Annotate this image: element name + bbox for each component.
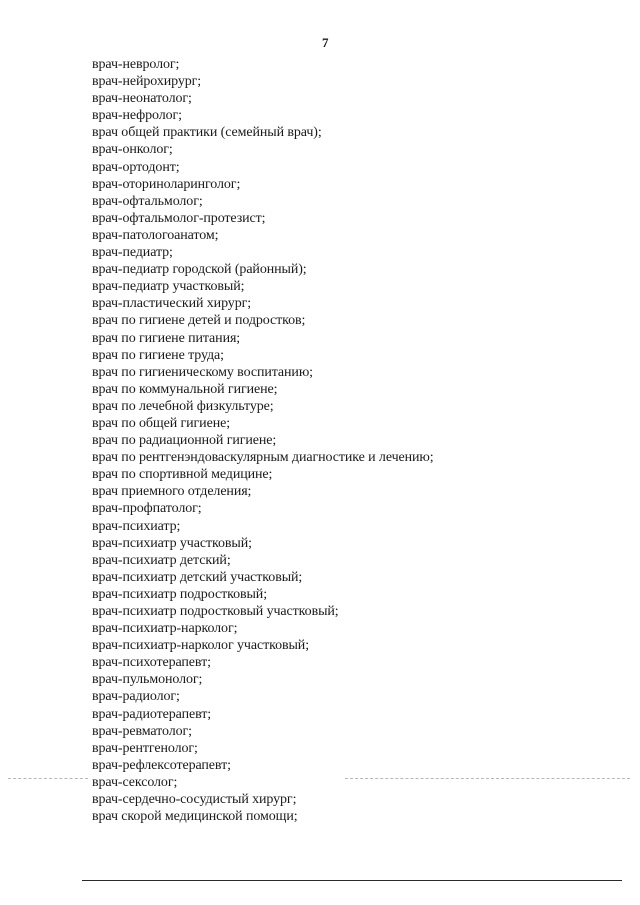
list-item: врач-нейрохирург; (92, 74, 202, 90)
list-item: врач-пластический хирург; (92, 296, 252, 312)
list-item: врач-психиатр участковый; (92, 535, 252, 551)
list-item: врач скорой медицинской помощи; (92, 809, 298, 825)
list-item: врач-радиотерапевт; (92, 706, 212, 722)
list-item: врач по лечебной физкультуре; (92, 398, 274, 414)
specialty-list (92, 56, 434, 825)
list-item: врач-ортодонт; (92, 159, 180, 175)
list-item: врач по гигиене детей и подростков; (92, 313, 306, 329)
list-item: врач-рефлексотерапевт; (92, 757, 231, 773)
list-item: врач по радиационной гигиене; (92, 433, 277, 449)
list-item: врач-сексолог; (92, 774, 178, 790)
list-item: врач-психиатр детский; (92, 552, 231, 568)
list-item: врач-оториноларинголог; (92, 176, 241, 192)
list-item: врач-психиатр-нарколог участковый; (92, 638, 309, 654)
page-number: 7 (322, 35, 329, 50)
list-item: врач по рентгенэндоваскулярным диагностике и лечению; (92, 450, 434, 466)
list-item: врач-неонатолог; (92, 91, 192, 107)
scan-artifact-left (8, 778, 88, 780)
list-item: врач-сердечно-сосудистый хирург; (92, 792, 297, 808)
list-item: врач-психиатр подростковый участковый; (92, 604, 339, 619)
list-item: врач-педиатр участковый; (92, 279, 245, 295)
list-item: врач-профпатолог; (92, 501, 202, 517)
list-item: врач-психотерапевт; (92, 655, 211, 671)
list-item: врач-педиатр; (92, 245, 173, 261)
list-item: врач по коммунальной гигиене; (92, 381, 278, 397)
list-item: врач-психиатр; (92, 518, 181, 534)
scan-artifact-right (345, 778, 630, 780)
list-item: врач-нефролог; (92, 108, 182, 124)
list-item: врач по спортивной медицине; (92, 467, 273, 483)
list-item: врач-офтальмолог; (92, 193, 203, 209)
list-item: врач-пульмонолог; (92, 672, 203, 688)
list-item: врач-офтальмолог-протезист; (92, 210, 266, 226)
list-item: врач общей практики (семейный врач); (92, 125, 322, 141)
list-item: врач-психиатр подростковый; (92, 586, 267, 602)
list-item: врач-психиатр-нарколог; (92, 621, 238, 637)
list-item: врач-ревматолог; (92, 723, 192, 739)
list-item: врач-педиатр городской (районный); (92, 262, 307, 278)
list-item: врач-патологоанатом; (92, 227, 219, 243)
list-item: врач по общей гигиене; (92, 415, 230, 431)
list-item: врач по гигиене труда; (92, 347, 224, 363)
list-item: врач-невролог; (92, 57, 180, 72)
list-item: врач приемного отделения; (92, 484, 252, 500)
footer-rule (82, 880, 622, 881)
list-item: врач по гигиене питания; (92, 330, 241, 346)
list-item: врач-радиолог; (92, 689, 180, 705)
list-item: врач-психиатр детский участковый; (92, 569, 303, 585)
list-item: врач по гигиеническому воспитанию; (92, 364, 313, 380)
list-item: врач-рентгенолог; (92, 740, 198, 756)
list-item: врач-онколог; (92, 142, 173, 158)
